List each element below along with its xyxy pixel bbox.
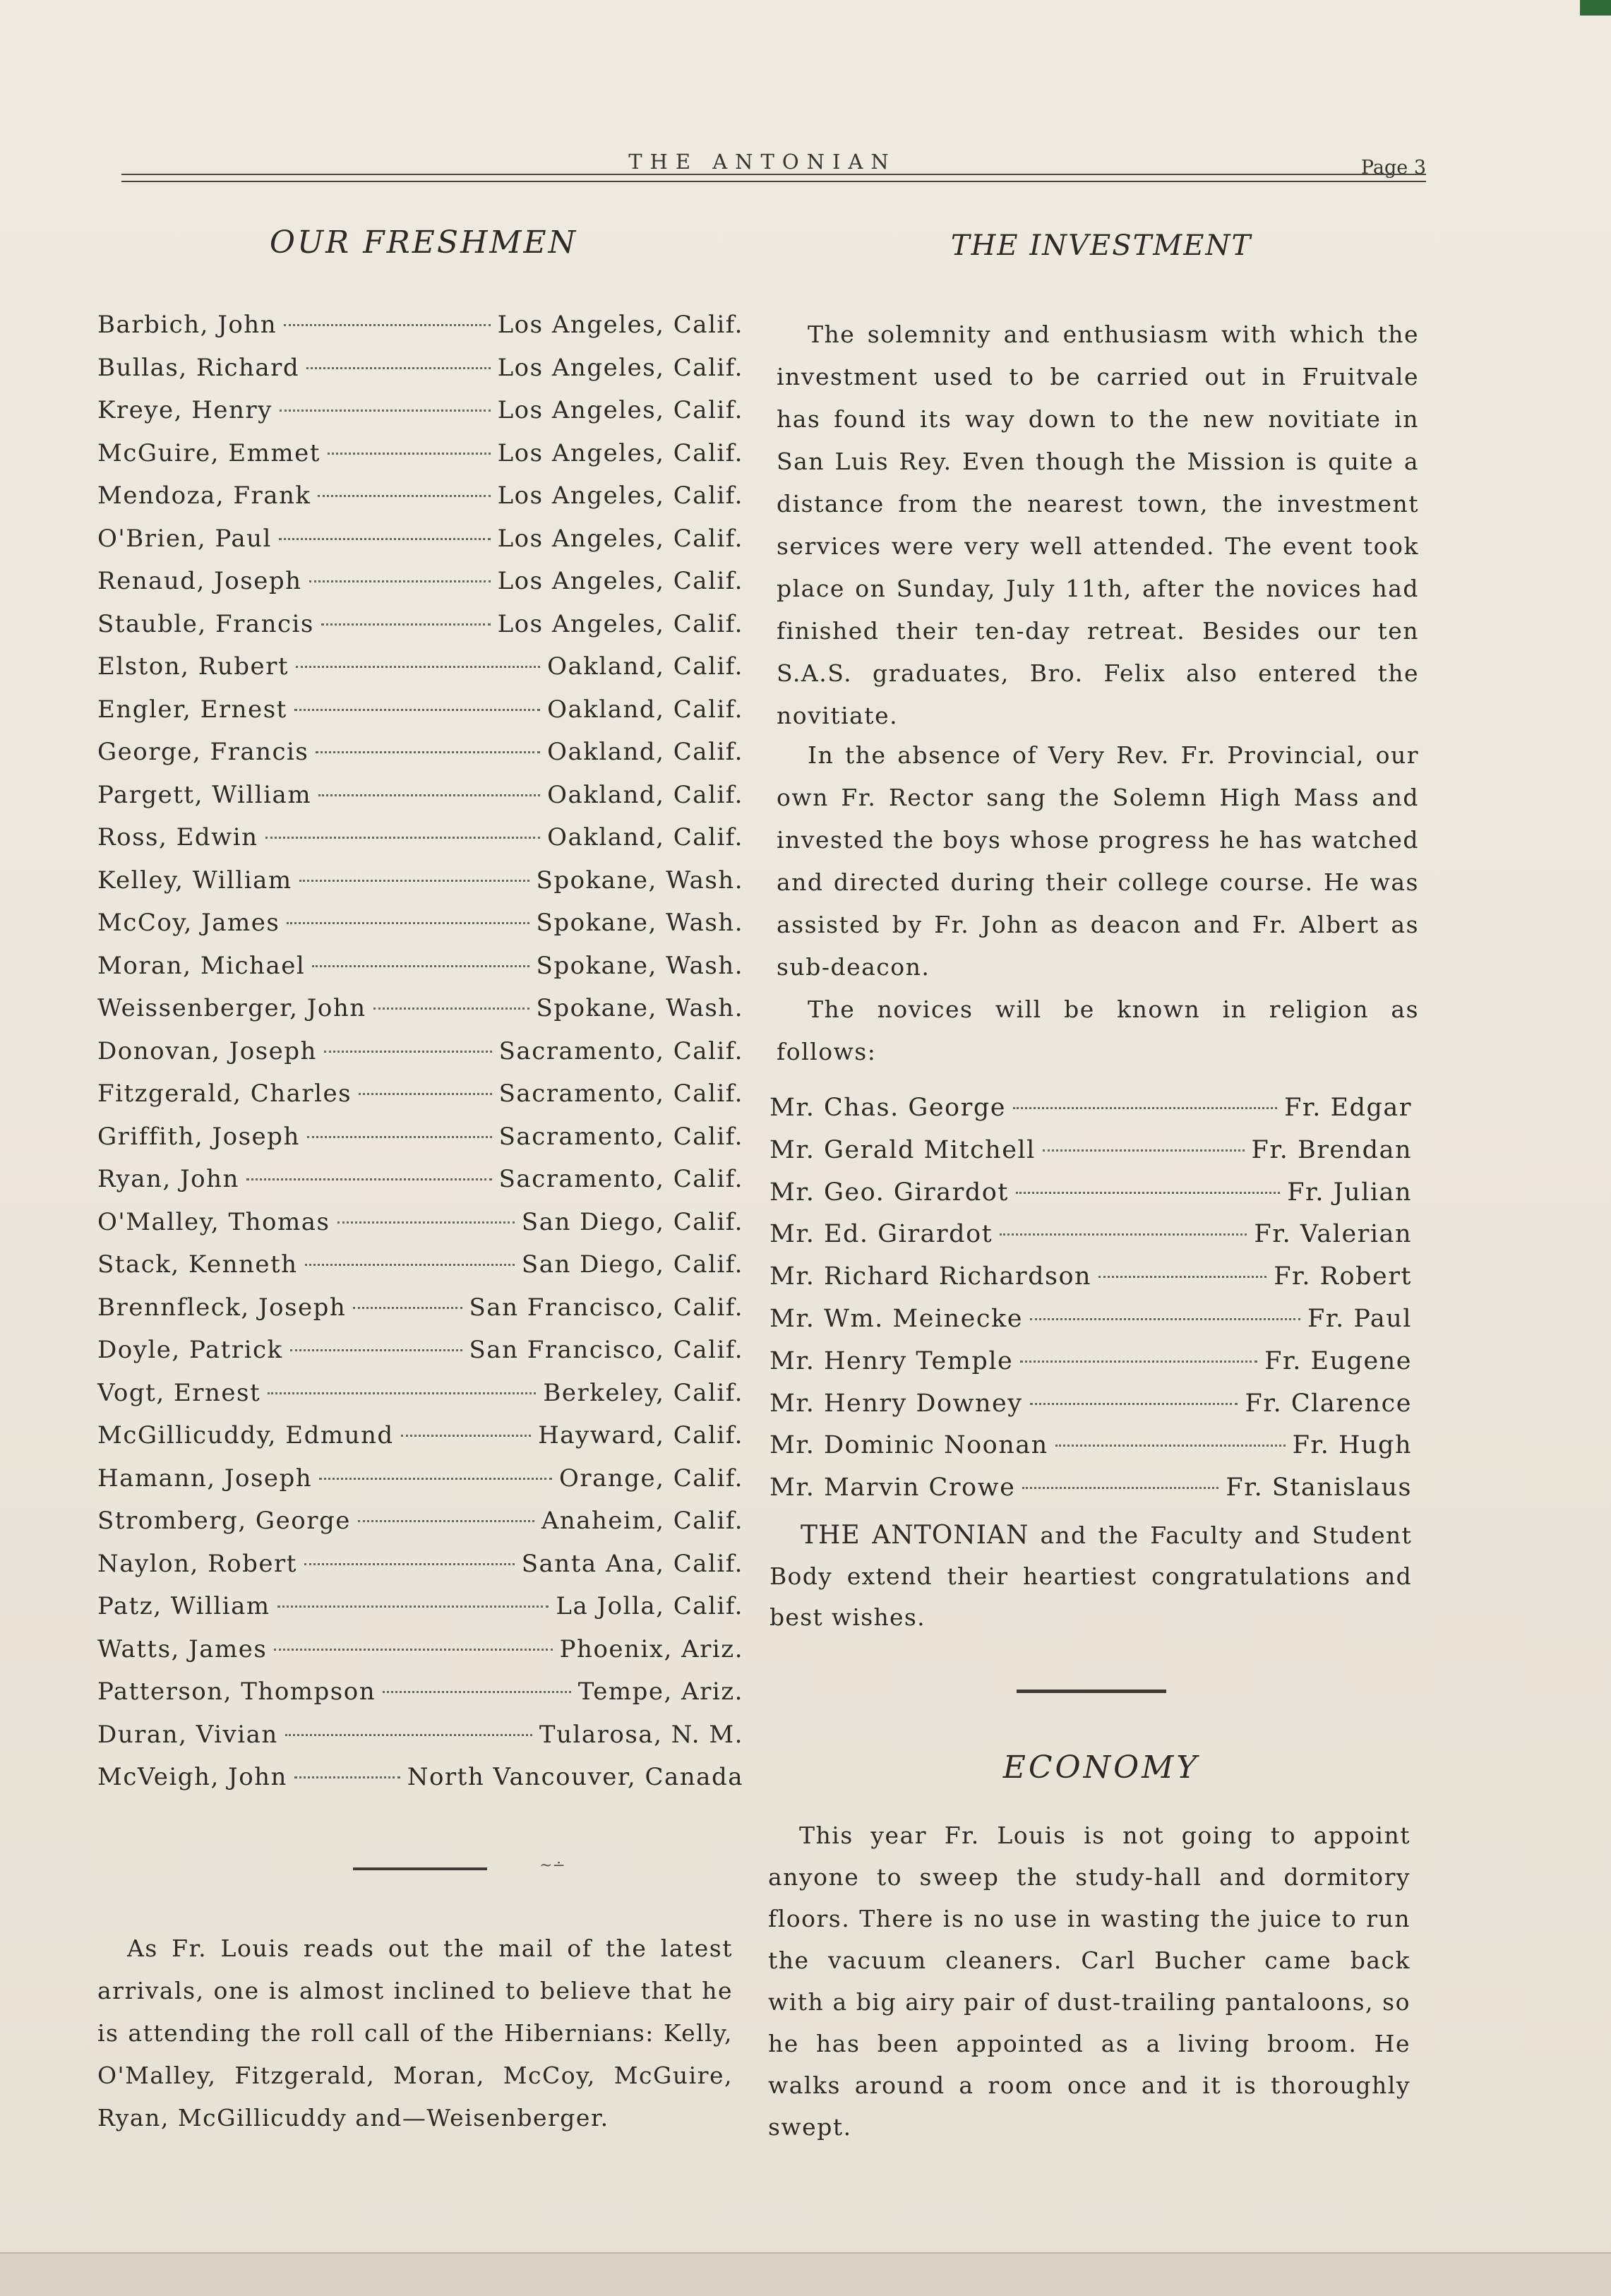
freshman-row-name: Weissenberger, John xyxy=(97,994,366,1022)
novice-row xyxy=(769,1130,1412,1172)
dot-leader xyxy=(277,1606,549,1608)
freshman-row xyxy=(97,945,743,988)
freshman-row xyxy=(97,1201,743,1244)
freshman-row-name: O'Malley, Thomas xyxy=(97,1207,330,1236)
novice-row-religious: Fr. Paul xyxy=(1307,1304,1412,1333)
dot-leader xyxy=(294,1776,400,1778)
freshman-row-place: San Francisco, Calif. xyxy=(469,1293,743,1322)
novice-row xyxy=(769,1087,1412,1130)
freshman-row-name: Ross, Edwin xyxy=(97,823,258,851)
freshman-row-place: Phoenix, Ariz. xyxy=(559,1634,743,1663)
dot-leader xyxy=(353,1307,462,1309)
economy-heading: ECONOMY xyxy=(1002,1750,1200,1786)
dot-leader xyxy=(307,1136,492,1138)
novice-row xyxy=(769,1425,1412,1467)
freshman-row-place: Los Angeles, Calif. xyxy=(497,524,743,553)
novice-row xyxy=(769,1256,1412,1298)
freshman-row xyxy=(97,774,743,817)
freshman-row-name: Mendoza, Frank xyxy=(97,482,311,510)
novice-row-religious: Fr. Edgar xyxy=(1284,1094,1412,1122)
novice-row-religious: Fr. Brendan xyxy=(1251,1135,1412,1164)
freshman-row xyxy=(97,1543,743,1586)
divider-mark: ~∸ xyxy=(539,1857,565,1875)
freshman-row xyxy=(97,1030,743,1073)
dot-leader xyxy=(318,794,540,796)
freshman-row-name: Elston, Rubert xyxy=(97,652,289,681)
dot-leader xyxy=(321,623,491,626)
freshman-row xyxy=(97,1585,743,1628)
dot-leader xyxy=(285,1734,532,1736)
freshman-row-place: Anaheim, Calif. xyxy=(541,1507,743,1535)
dot-leader xyxy=(274,1649,552,1651)
freshman-row xyxy=(97,1414,743,1457)
novice-row-name: Mr. Geo. Girardot xyxy=(769,1178,1009,1207)
freshman-row-name: McGuire, Emmet xyxy=(97,438,321,467)
freshman-row xyxy=(97,1628,743,1671)
dot-leader xyxy=(318,495,490,497)
congratulations-paragraph xyxy=(769,1515,1412,1638)
freshman-row xyxy=(97,474,743,518)
freshman-row xyxy=(97,432,743,475)
freshman-row xyxy=(97,987,743,1030)
freshman-row-name: McVeigh, John xyxy=(97,1763,287,1791)
dot-leader xyxy=(284,324,490,326)
freshman-row-name: Kelley, William xyxy=(97,866,292,895)
freshman-row xyxy=(97,816,743,859)
freshman-row xyxy=(97,1116,743,1159)
novice-row xyxy=(769,1467,1412,1509)
dot-leader xyxy=(358,1520,534,1522)
freshman-row-place: Los Angeles, Calif. xyxy=(497,353,743,382)
dot-leader xyxy=(319,1478,552,1480)
dot-leader xyxy=(305,1264,515,1266)
investment-paragraph-1: The solemnity and enthusiasm with which the investment used to be carried out in Fruitvale has found its way down to the new novitiate in San Luis Rey. Even though the Mission is quite a distance from the nearest town, the investment services were very well attended. The event took place on Sunday, July 11th, after the novices had finished their ten-day retreat. Besides our ten S.A.S. graduates, Bro. Felix also entered the novitiate. xyxy=(777,321,1419,729)
novice-row xyxy=(769,1298,1412,1341)
freshman-row xyxy=(97,645,743,688)
dot-leader xyxy=(265,837,541,839)
dot-leader xyxy=(287,922,529,924)
freshman-row-name: Pargett, William xyxy=(97,780,312,809)
freshman-row xyxy=(97,1072,743,1116)
freshman-row xyxy=(97,1372,743,1415)
freshman-row xyxy=(97,1243,743,1286)
scan-corner-mark xyxy=(1580,0,1611,16)
page-bottom-edge xyxy=(0,2252,1611,2296)
dot-leader xyxy=(280,409,491,412)
freshman-row-place: Sacramento, Calif. xyxy=(498,1165,743,1193)
novice-row-name: Mr. Ed. Girardot xyxy=(769,1220,993,1249)
dot-leader xyxy=(337,1221,515,1224)
freshman-row-name: Patz, William xyxy=(97,1592,270,1620)
freshman-row-place: Los Angeles, Calif. xyxy=(497,311,743,339)
freshman-row-name: Watts, James xyxy=(97,1634,268,1663)
freshman-row-place: Spokane, Wash. xyxy=(536,994,743,1022)
freshman-row-place: Hayward, Calif. xyxy=(538,1421,743,1449)
dot-leader xyxy=(316,751,540,753)
freshman-row-place: Oakland, Calif. xyxy=(547,823,743,851)
dot-leader xyxy=(1030,1403,1238,1405)
freshman-row xyxy=(97,902,743,945)
freshman-row-place: Spokane, Wash. xyxy=(536,951,743,980)
dot-leader xyxy=(401,1435,531,1437)
freshman-row-name: Bullas, Richard xyxy=(97,353,300,382)
freshman-row-place: Spokane, Wash. xyxy=(536,866,743,895)
freshman-row-name: McGillicuddy, Edmund xyxy=(97,1421,394,1449)
freshman-row-name: Duran, Vivian xyxy=(97,1720,278,1749)
dot-leader xyxy=(1098,1276,1266,1278)
header-rule xyxy=(121,174,1426,182)
freshman-row xyxy=(97,859,743,902)
freshman-row-place: La Jolla, Calif. xyxy=(556,1592,743,1620)
freshman-row-name: Vogt, Ernest xyxy=(97,1378,261,1407)
dot-leader xyxy=(268,1392,536,1394)
congratulations-text: and the Faculty and Student Body extend their heartiest congratulations and best wishes. xyxy=(769,1521,1413,1631)
freshman-row-place: Tempe, Ariz. xyxy=(577,1678,743,1706)
freshman-row-place: Sacramento, Calif. xyxy=(498,1080,743,1108)
freshman-row xyxy=(97,1158,743,1201)
dot-leader xyxy=(1016,1192,1280,1194)
freshman-row-place: Sacramento, Calif. xyxy=(498,1122,743,1151)
freshman-row-place: Spokane, Wash. xyxy=(536,909,743,937)
freshman-row xyxy=(97,1329,743,1372)
novice-row-name: Mr. Marvin Crowe xyxy=(769,1473,1016,1502)
freshman-row-name: O'Brien, Paul xyxy=(97,524,272,553)
freshman-row-name: Stauble, Francis xyxy=(97,609,314,638)
freshman-row-place: North Vancouver, Canada xyxy=(407,1763,743,1791)
dot-leader xyxy=(296,666,540,668)
freshman-row-name: Renaud, Joseph xyxy=(97,567,302,595)
freshman-row-place: San Diego, Calif. xyxy=(521,1250,743,1279)
dot-leader xyxy=(359,1093,492,1095)
freshman-row-name: Griffith, Joseph xyxy=(97,1122,300,1151)
dot-leader xyxy=(306,367,490,369)
dot-leader xyxy=(312,965,529,967)
novice-row-name: Mr. Chas. George xyxy=(769,1094,1006,1122)
freshmen-heading: OUR FRESHMEN xyxy=(269,225,578,261)
page-number: Page 3 xyxy=(1360,157,1426,179)
freshman-row-place: San Diego, Calif. xyxy=(521,1207,743,1236)
dot-leader xyxy=(383,1691,571,1693)
freshman-row-place: Oakland, Calif. xyxy=(547,695,743,724)
dot-leader xyxy=(328,453,491,455)
freshman-row xyxy=(97,1457,743,1500)
novice-row-name: Mr. Henry Downey xyxy=(769,1389,1023,1418)
novice-row-name: Mr. Richard Richardson xyxy=(769,1262,1092,1291)
dot-leader xyxy=(1055,1445,1286,1447)
freshman-row-name: Barbich, John xyxy=(97,311,277,339)
freshman-row-name: McCoy, James xyxy=(97,909,280,937)
freshman-row-place: Sacramento, Calif. xyxy=(498,1036,743,1065)
dot-leader xyxy=(309,580,491,582)
novice-row-religious: Fr. Eugene xyxy=(1264,1346,1412,1375)
novice-row xyxy=(769,1172,1412,1214)
freshman-row xyxy=(97,1756,743,1799)
freshman-row xyxy=(97,603,743,646)
freshman-row-name: Doyle, Patrick xyxy=(97,1336,283,1364)
novice-row xyxy=(769,1214,1412,1256)
novice-row-religious: Fr. Julian xyxy=(1287,1178,1412,1207)
freshman-row-place: San Francisco, Calif. xyxy=(469,1336,743,1364)
novice-row xyxy=(769,1383,1412,1425)
freshman-row xyxy=(97,1500,743,1543)
dot-leader xyxy=(246,1178,492,1180)
dot-leader xyxy=(1000,1233,1247,1236)
freshman-row-name: George, Francis xyxy=(97,738,309,766)
antonian-name: THE ANTONIAN xyxy=(801,1521,1029,1550)
freshman-row-place: Los Angeles, Calif. xyxy=(497,396,743,424)
freshman-row-place: Los Angeles, Calif. xyxy=(497,482,743,510)
freshman-row-name: Fitzgerald, Charles xyxy=(97,1080,352,1108)
freshman-row-name: Naylon, Robert xyxy=(97,1549,297,1578)
investment-paragraph-3: The novices will be known in religion as follows: xyxy=(777,995,1419,1065)
dot-leader xyxy=(324,1051,492,1053)
freshman-row-place: Los Angeles, Calif. xyxy=(497,609,743,638)
dot-leader xyxy=(1022,1487,1218,1489)
freshmen-list xyxy=(97,304,743,1799)
freshman-row-place: Berkeley, Calif. xyxy=(543,1378,743,1407)
freshman-row-name: Patterson, Thompson xyxy=(97,1678,376,1706)
section-divider xyxy=(353,1867,487,1870)
economy-paragraph: This year Fr. Louis is not going to appoint anyone to sweep the study-hall and dormitory floors. There is no use in wasting the juice to run the vacuum cleaners. Carl Bucher came back with a big airy pair of dust-trailing pantaloons, so he has been appointed as a living broom. He walks around a room once and it is thoroughly swept. xyxy=(768,1822,1411,2141)
novice-row-religious: Fr. Hugh xyxy=(1292,1431,1412,1460)
freshman-row xyxy=(97,304,743,347)
novice-row-name: Mr. Dominic Noonan xyxy=(769,1431,1048,1460)
freshman-row xyxy=(97,560,743,603)
dot-leader xyxy=(279,538,491,540)
dot-leader xyxy=(294,709,540,711)
dot-leader xyxy=(304,1563,515,1565)
freshman-row xyxy=(97,1714,743,1757)
dot-leader xyxy=(1020,1361,1257,1363)
freshman-row-name: Hamann, Joseph xyxy=(97,1464,313,1493)
novice-row-name: Mr. Gerald Mitchell xyxy=(769,1135,1036,1164)
freshman-row xyxy=(97,688,743,731)
novice-row-name: Mr. Henry Temple xyxy=(769,1346,1014,1375)
novice-row-name: Mr. Wm. Meinecke xyxy=(769,1304,1023,1333)
novice-list xyxy=(769,1087,1412,1509)
novice-row-religious: Fr. Valerian xyxy=(1254,1220,1412,1249)
novice-row xyxy=(769,1341,1412,1383)
freshman-row-name: Brennfleck, Joseph xyxy=(97,1293,347,1322)
dot-leader xyxy=(373,1008,529,1010)
freshman-row xyxy=(97,731,743,774)
freshman-row xyxy=(97,1286,743,1329)
dot-leader xyxy=(1013,1107,1277,1109)
freshman-row xyxy=(97,1670,743,1714)
freshman-row-place: Oakland, Calif. xyxy=(547,652,743,681)
dot-leader xyxy=(1043,1149,1245,1152)
freshman-row-place: Orange, Calif. xyxy=(558,1464,743,1493)
freshman-row xyxy=(97,347,743,390)
investment-paragraph-2: In the absence of Very Rev. Fr. Provincial, our own Fr. Rector sang the Solemn High Mass and invested the boys whose progress he has watched and directed during their college course. He was assisted by Fr. John as deacon and Fr. Albert as sub-deacon. xyxy=(777,741,1419,981)
freshman-row-place: Los Angeles, Calif. xyxy=(497,438,743,467)
freshman-row-name: Ryan, John xyxy=(97,1165,239,1193)
dot-leader xyxy=(1030,1318,1300,1320)
freshman-row-place: Tularosa, N. M. xyxy=(539,1720,743,1749)
freshman-row-name: Stromberg, George xyxy=(97,1507,351,1535)
freshman-row-place: Santa Ana, Calif. xyxy=(521,1549,743,1578)
dot-leader xyxy=(299,880,529,882)
freshman-row xyxy=(97,389,743,432)
novice-row-religious: Fr. Robert xyxy=(1274,1262,1412,1291)
freshman-row xyxy=(97,518,743,561)
freshman-row-name: Donovan, Joseph xyxy=(97,1036,317,1065)
dot-leader xyxy=(290,1349,462,1351)
investment-heading: THE INVESTMENT xyxy=(950,229,1252,262)
freshman-row-place: Oakland, Calif. xyxy=(547,738,743,766)
novice-row-religious: Fr. Stanislaus xyxy=(1226,1473,1412,1502)
freshman-row-name: Kreye, Henry xyxy=(97,396,273,424)
freshman-row-place: Los Angeles, Calif. xyxy=(497,567,743,595)
freshman-row-place: Oakland, Calif. xyxy=(547,780,743,809)
section-divider-right xyxy=(1017,1690,1166,1693)
hibernians-paragraph: As Fr. Louis reads out the mail of the latest arrivals, one is almost inclined to believe that he is attending the roll call of the Hibernians: Kelly, O'Malley, Fitzgerald, Moran, McCoy, McGuire, Ryan, McGillicuddy and—Weisenberger. xyxy=(97,1935,733,2131)
freshman-row-name: Moran, Michael xyxy=(97,951,306,980)
novice-row-religious: Fr. Clarence xyxy=(1245,1389,1412,1418)
publication-title: THE ANTONIAN xyxy=(628,150,897,174)
freshman-row-name: Stack, Kenneth xyxy=(97,1250,298,1279)
freshman-row-name: Engler, Ernest xyxy=(97,695,287,724)
